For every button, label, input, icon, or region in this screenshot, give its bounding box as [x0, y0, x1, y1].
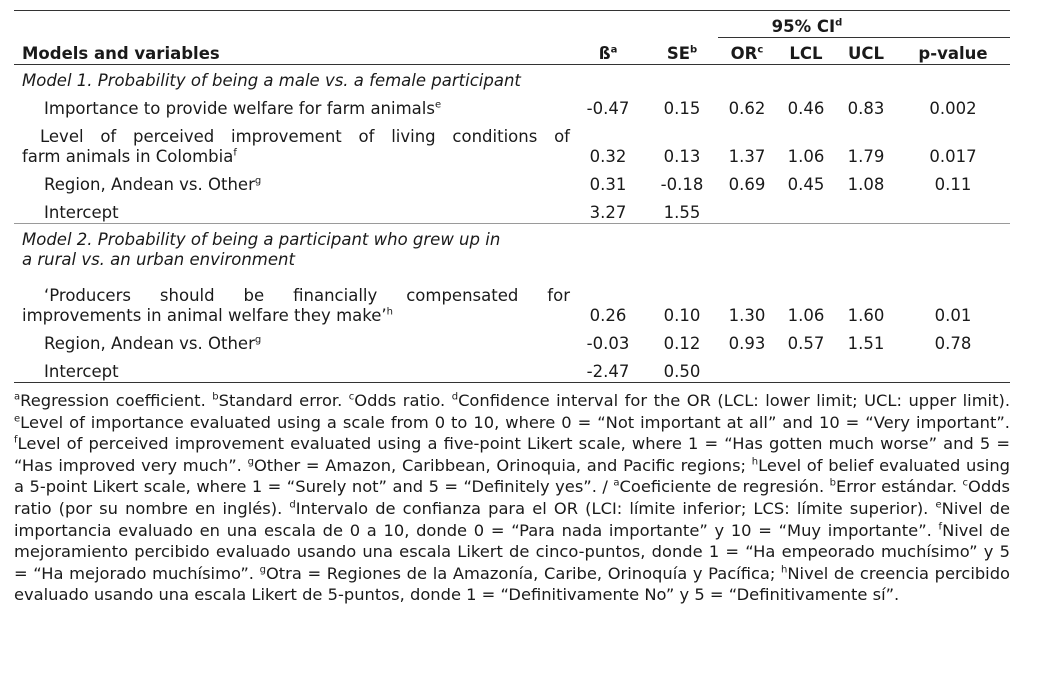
p-value-cell: 0.01	[934, 305, 972, 325]
ucl-cell: 0.83	[847, 98, 885, 118]
se-cell: 0.15	[663, 98, 701, 118]
header-row	[14, 38, 1010, 65]
table-row	[14, 270, 1010, 326]
col-header-beta: $ß^a$	[598, 43, 618, 63]
footnote-paragraph: $^a$Regression coefficient. $^b$Standard error. $^c$Odds ratio. $^d$Confidence interval for the OR (LCL: lower limit; UCL: upper limit). $^e$Level of importance evaluated using a scale from 0 to 10, where 0 = “Not important at all” and 10 = “Very important”. $^f$Level of perceived improvement evaluated using a five-point Likert scale, where 1 = “Has gotten much worse” and 5 = “Has improved very much”. $^g$Other = Amazon, Caribbean, Orinoquia, and Pacific regions; $^h$Level of belief evaluated using a 5-point Likert scale, where 1 = “Surely not” and 5 = “Definitely yes”. / $^a$Coeficiente de regresión. $^b$Error estándar. $^c$Odds ratio (por su nombre en inglés). $^d$Intervalo de confianza para el OR (LCI: límite inferior; LCS: límite superior). $^e$Nivel de importancia evaluado en una escala de 0 a 10, donde 0 = “Para nada importante” y 10 = “Muy importante”. $^f$Nivel de mejoramiento percibido evaluado usando una escala Likert de cinco-puntos, donde 1 = “Ha empeorado muchísimo” y 5 = “Ha mejorado muchísimo”. $^g$Otra = Regiones de la Amazonía, Caribe, Orinoquía y Pacífica; $^h$Nivel de creencia percibido evaluado usando una escala Likert de 5-puntos, donde 1 = “Definitivamente No” y 5 = “Definitivamente sí”.	[14, 391, 1011, 605]
lcl-cell: 0.45	[787, 174, 825, 194]
or-cell: 1.30	[728, 305, 766, 325]
col-header-p-value: p-value	[918, 43, 988, 63]
model2-title-row	[14, 223, 1010, 270]
variable-label: Region, Andean vs. Other$^g$	[44, 333, 262, 353]
p-value-cell: 0.78	[934, 333, 972, 353]
p-value-cell: 0.002	[929, 98, 977, 118]
table-row	[14, 326, 1010, 354]
col-header-se: $SE^b$	[666, 43, 698, 63]
ci-group-header: 95% $CI^d$	[718, 11, 896, 38]
col-header-lcl: LCL	[789, 43, 823, 63]
variable-label: ‘Producers should be financially compensated for improvements in animal welfare they make’$^h$	[22, 285, 570, 325]
lcl-cell: 1.06	[787, 146, 825, 166]
ucl-cell: 1.08	[847, 174, 885, 194]
or-cell: 1.37	[728, 146, 766, 166]
se-cell: 0.50	[663, 361, 701, 381]
beta-cell: -0.03	[586, 333, 630, 353]
p-value-cell: 0.11	[934, 174, 972, 194]
variable-label: Region, Andean vs. Other$^g$	[44, 174, 262, 194]
p-value-cell: 0.017	[929, 146, 977, 166]
beta-cell: 3.27	[589, 202, 627, 222]
variable-label: Importance to provide welfare for farm animals$^e$	[44, 98, 442, 118]
or-cell: 0.93	[728, 333, 766, 353]
se-cell: 1.55	[663, 202, 701, 222]
ucl-cell: 1.60	[847, 305, 885, 325]
col-header-variables: Models and variables	[22, 43, 220, 63]
variable-label: Level of perceived improvement of living conditions of farm animals in Colombia$^f$	[22, 126, 570, 166]
variable-label: Intercept	[44, 202, 119, 222]
beta-cell: 0.31	[589, 174, 627, 194]
lcl-cell: 1.06	[787, 305, 825, 325]
table-row	[14, 119, 1010, 167]
beta-cell: 0.26	[589, 305, 627, 325]
beta-cell: -0.47	[586, 98, 630, 118]
model1-title-row	[14, 64, 1010, 91]
ucl-cell: 1.79	[847, 146, 885, 166]
or-cell: 0.62	[728, 98, 766, 118]
header-row-ci	[14, 11, 1010, 38]
lcl-cell: 0.46	[787, 98, 825, 118]
lcl-cell: 0.57	[787, 333, 825, 353]
table-row	[14, 91, 1010, 119]
table-footnotes	[14, 390, 1010, 606]
beta-cell: 0.32	[589, 146, 627, 166]
model1-title: Model 1. Probability of being a male vs. a female participant	[22, 70, 521, 90]
table-row	[14, 195, 1010, 224]
model2-title: Model 2. Probability of being a participant who grew up in a rural vs. an urban environment	[22, 229, 501, 269]
regression-table-container	[14, 10, 1010, 383]
table-row	[14, 167, 1010, 195]
table-row	[14, 354, 1010, 383]
regression-table	[14, 10, 1010, 383]
variable-label: Intercept	[44, 361, 119, 381]
ucl-cell: 1.51	[847, 333, 885, 353]
or-cell: 0.69	[728, 174, 766, 194]
se-cell: 0.10	[663, 305, 701, 325]
col-header-or: $OR^c$	[730, 43, 764, 63]
col-header-ucl: UCL	[847, 43, 885, 63]
se-cell: -0.18	[660, 174, 704, 194]
se-cell: 0.13	[663, 146, 701, 166]
beta-cell: -2.47	[586, 361, 630, 381]
se-cell: 0.12	[663, 333, 701, 353]
